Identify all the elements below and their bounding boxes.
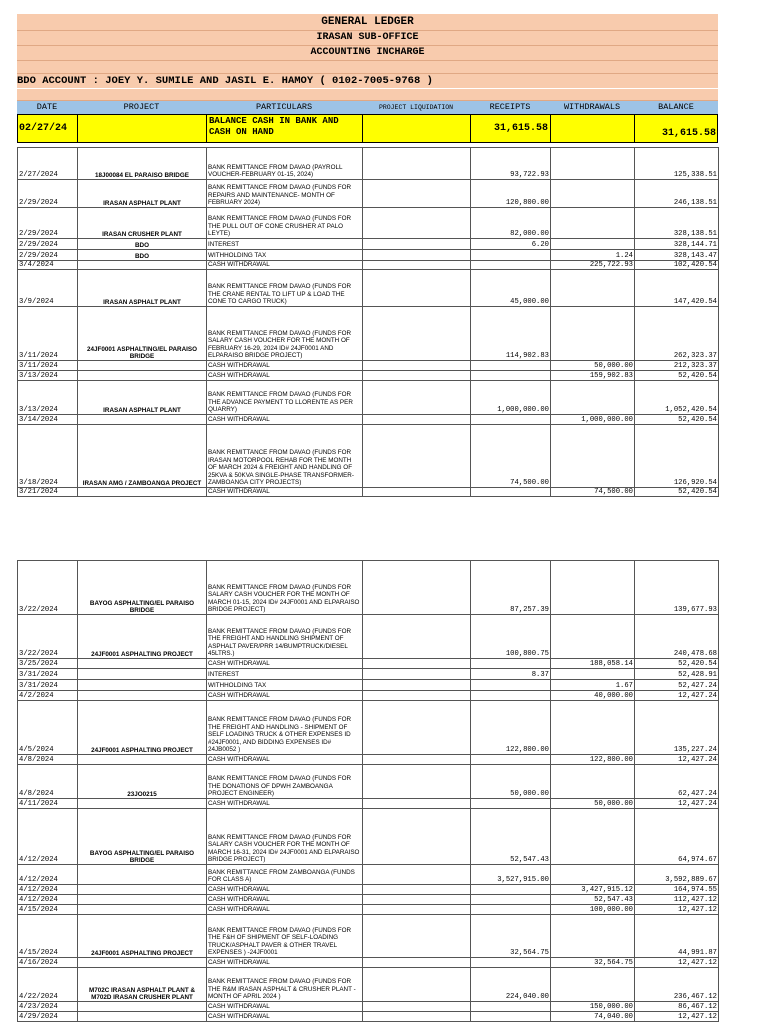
entry-particulars: WITHHOLDING TAX <box>207 680 363 691</box>
entry-receipts: 100,800.75 <box>471 615 551 659</box>
entry-particulars: BANK REMITTANCE FROM ZAMBOANGA (FUNDS FOR CLASS A) <box>207 865 363 885</box>
entry-date: 3/13/2024 <box>18 371 78 381</box>
entry-balance: 139,677.93 <box>635 561 719 615</box>
entry-balance: 62,427.24 <box>635 765 719 799</box>
entry-date: 3/31/2024 <box>18 669 78 680</box>
entry-project <box>78 865 207 885</box>
bank-account-line: BDO ACCOUNT : JOEY Y. SUMILE AND JASIL E. HAMOY ( 0102-7005-9768 ) <box>17 74 718 88</box>
ledger-row <box>18 765 719 799</box>
entry-project <box>78 1002 207 1012</box>
entry-withdrawals <box>551 915 635 958</box>
entry-project <box>78 895 207 905</box>
entry-liquidation <box>363 669 471 680</box>
entry-particulars: CASH WITHDRAWAL <box>207 1002 363 1012</box>
entry-withdrawals <box>551 865 635 885</box>
entry-particulars: CASH WITHDRAWAL <box>207 361 363 371</box>
entry-particulars: BANK REMITTANCE FROM DAVAO (FUNDS FOR IRASAN MOTORPOOL REHAB FOR THE MONTH OF MARCH 2024 & FREIGHT AND HANDLING OF 25KVA & 50KVA SINGLE-PHASE TRANSFORMER-ZAMBOANGA CITY PROJECTS) <box>207 425 363 488</box>
entry-withdrawals <box>551 968 635 1002</box>
entry-balance: 12,427.24 <box>635 691 719 701</box>
entry-liquidation <box>363 415 471 425</box>
entry-project: IRASAN ASPHALT PLANT <box>78 180 207 208</box>
entry-receipts: 224,040.00 <box>471 968 551 1002</box>
entry-withdrawals <box>551 270 635 307</box>
entry-balance: 125,338.51 <box>635 148 719 180</box>
entry-withdrawals: 1.24 <box>551 250 635 261</box>
entry-receipts <box>471 691 551 701</box>
entry-project <box>78 488 207 497</box>
entry-date: 3/13/2024 <box>18 381 78 415</box>
entry-withdrawals: 122,800.00 <box>551 755 635 765</box>
entry-project <box>78 691 207 701</box>
ledger-row <box>18 561 719 615</box>
entry-liquidation <box>363 208 471 239</box>
entry-date: 3/22/2024 <box>18 561 78 615</box>
entry-liquidation <box>363 765 471 799</box>
ledger-title: GENERAL LEDGER <box>17 14 718 31</box>
entry-liquidation <box>363 1002 471 1012</box>
entry-withdrawals <box>551 425 635 488</box>
entry-particulars: BANK REMITTANCE FROM DAVAO (FUNDS FOR THE DONATIONS OF DPWH ZAMBOANGA PROJECT ENGINEER) <box>207 765 363 799</box>
opening-balance-row <box>17 114 718 143</box>
entry-liquidation <box>363 307 471 361</box>
entry-withdrawals <box>551 148 635 180</box>
entry-balance: 12,427.24 <box>635 799 719 809</box>
entry-withdrawals: 52,547.43 <box>551 895 635 905</box>
entry-project: 24JF0001 ASPHALTING PROJECT <box>78 701 207 755</box>
entry-date: 3/4/2024 <box>18 261 78 270</box>
entry-receipts: 82,000.00 <box>471 208 551 239</box>
entry-balance: 135,227.24 <box>635 701 719 755</box>
entry-particulars: BANK REMITTANCE FROM DAVAO (FUNDS FOR THE F&H OF SHIPMENT OF SELF-LOADING TRUCK/ASPHALT PAVER & OTHER TRAVEL EXPENSES ) -24JF0001 <box>207 915 363 958</box>
entry-withdrawals <box>551 615 635 659</box>
entry-date: 3/11/2024 <box>18 307 78 361</box>
entry-liquidation <box>363 239 471 250</box>
entry-balance: 52,420.54 <box>635 488 719 497</box>
entry-receipts: 114,902.83 <box>471 307 551 361</box>
ledger-row <box>18 415 719 425</box>
entry-withdrawals <box>551 307 635 361</box>
entry-project <box>78 669 207 680</box>
entry-receipts: 3,527,915.00 <box>471 865 551 885</box>
ledger-row <box>18 905 719 915</box>
entry-date: 2/29/2024 <box>18 250 78 261</box>
entry-particulars: CASH WITHDRAWAL <box>207 659 363 669</box>
entry-liquidation <box>363 371 471 381</box>
entry-project <box>78 958 207 968</box>
opening-particulars: BALANCE CASH IN BANK AND CASH ON HAND <box>207 115 363 142</box>
entry-receipts <box>471 885 551 895</box>
entry-particulars: CASH WITHDRAWAL <box>207 371 363 381</box>
entry-particulars: BANK REMITTANCE FROM DAVAO (FUNDS FOR THE FREIGHT AND HANDLING SHIPMENT OF ASPHALT PAVER/PRR 14/BUMPTRUCK/DIESEL 45LTRS.) <box>207 615 363 659</box>
entry-date: 4/16/2024 <box>18 958 78 968</box>
entry-liquidation <box>363 968 471 1002</box>
ledger-row <box>18 1002 719 1012</box>
opening-project <box>78 115 207 142</box>
entry-balance: 52,420.54 <box>635 659 719 669</box>
entry-receipts <box>471 261 551 270</box>
entry-balance: 212,323.37 <box>635 361 719 371</box>
entry-withdrawals: 50,000.00 <box>551 361 635 371</box>
entry-withdrawals <box>551 208 635 239</box>
entry-project <box>78 261 207 270</box>
entry-liquidation <box>363 1012 471 1022</box>
entry-receipts: 1,000,000.00 <box>471 381 551 415</box>
ledger-row <box>18 799 719 809</box>
ledger-row <box>18 425 719 488</box>
col-liquidation: PROJECT LIQUIDATION <box>378 104 454 111</box>
entry-receipts <box>471 488 551 497</box>
entry-balance: 1,052,420.54 <box>635 381 719 415</box>
entry-balance: 64,974.67 <box>635 809 719 865</box>
entry-project: IRASAN ASPHALT PLANT <box>78 270 207 307</box>
ledger-row <box>18 701 719 755</box>
entry-project: IRASAN CRUSHER PLANT <box>78 208 207 239</box>
entry-liquidation <box>363 361 471 371</box>
entry-date: 4/2/2024 <box>18 691 78 701</box>
entry-date: 4/12/2024 <box>18 885 78 895</box>
entry-particulars: BANK REMITTANCE FROM DAVAO (FUNDS FOR REPAIRS AND MAINTENANCE- MONTH OF FEBRUARY 2024) <box>207 180 363 208</box>
entry-balance: 52,428.91 <box>635 669 719 680</box>
entry-liquidation <box>363 680 471 691</box>
entry-liquidation <box>363 895 471 905</box>
entry-project: BAYOG ASPHALTING/EL PARAISO BRIDGE <box>78 561 207 615</box>
entry-date: 3/9/2024 <box>18 270 78 307</box>
entry-withdrawals: 74,040.00 <box>551 1012 635 1022</box>
entry-liquidation <box>363 250 471 261</box>
entry-withdrawals <box>551 180 635 208</box>
entry-receipts <box>471 361 551 371</box>
entry-date: 3/25/2024 <box>18 659 78 669</box>
entry-withdrawals: 3,427,915.12 <box>551 885 635 895</box>
entry-date: 4/22/2024 <box>18 968 78 1002</box>
entry-withdrawals <box>551 669 635 680</box>
entry-receipts <box>471 250 551 261</box>
entry-receipts: 50,000.00 <box>471 765 551 799</box>
entry-receipts <box>471 1012 551 1022</box>
entry-date: 2/29/2024 <box>18 180 78 208</box>
entry-date: 4/5/2024 <box>18 701 78 755</box>
entry-balance: 246,138.51 <box>635 180 719 208</box>
entry-date: 4/15/2024 <box>18 905 78 915</box>
entry-balance: 328,138.51 <box>635 208 719 239</box>
incharge-label: ACCOUNTING INCHARGE <box>17 46 718 61</box>
entry-receipts: 120,800.00 <box>471 180 551 208</box>
entry-date: 2/29/2024 <box>18 239 78 250</box>
entry-receipts <box>471 905 551 915</box>
entry-liquidation <box>363 180 471 208</box>
entry-balance: 86,467.12 <box>635 1002 719 1012</box>
entry-particulars: BANK REMITTANCE FROM DAVAO (FUNDS FOR THE R&M IRASAN ASPHALT & CRUSHER PLANT - MONTH OF APRIL 2024 ) <box>207 968 363 1002</box>
entry-particulars: CASH WITHDRAWAL <box>207 799 363 809</box>
entry-liquidation <box>363 261 471 270</box>
entry-balance: 12,427.24 <box>635 755 719 765</box>
entry-withdrawals: 40,000.00 <box>551 691 635 701</box>
entry-withdrawals: 100,000.00 <box>551 905 635 915</box>
ledger-row <box>18 361 719 371</box>
entry-particulars: BANK REMITTANCE FROM DAVAO (FUNDS FOR THE PULL OUT OF CONE CRUSHER AT PALO LEYTE) <box>207 208 363 239</box>
entry-particulars: BANK REMITTANCE FROM DAVAO (FUNDS FOR SALARY CASH VOUCHER FOR THE MONTH OF FEBRUARY 16-29, 2024 ID# 24JF0001 AND ELPARAISO BRIDGE PROJECT) <box>207 307 363 361</box>
entry-date: 2/29/2024 <box>18 208 78 239</box>
col-receipts: RECEIPTS <box>489 102 531 112</box>
entry-withdrawals <box>551 809 635 865</box>
ledger-row <box>18 1012 719 1022</box>
entry-withdrawals: 50,000.00 <box>551 799 635 809</box>
entry-liquidation <box>363 905 471 915</box>
entry-liquidation <box>363 659 471 669</box>
ledger-row <box>18 208 719 239</box>
entry-particulars: CASH WITHDRAWAL <box>207 958 363 968</box>
entry-receipts <box>471 371 551 381</box>
ledger-row <box>18 180 719 208</box>
col-withdrawals: WITHDRAWALS <box>563 102 621 112</box>
header-spacer <box>17 61 718 74</box>
col-particulars: PARTICULARS <box>255 102 313 112</box>
entry-project: IRASAN ASPHALT PLANT <box>78 381 207 415</box>
ledger-row <box>18 755 719 765</box>
entry-liquidation <box>363 615 471 659</box>
entry-withdrawals <box>551 765 635 799</box>
entry-balance: 240,478.68 <box>635 615 719 659</box>
entry-withdrawals: 150,000.00 <box>551 1002 635 1012</box>
entry-project: BDO <box>78 250 207 261</box>
ledger-row <box>18 615 719 659</box>
entry-date: 4/12/2024 <box>18 865 78 885</box>
opening-liquidation <box>363 115 471 142</box>
entry-liquidation <box>363 958 471 968</box>
entry-particulars: BANK REMITTANCE FROM DAVAO (FUNDS FOR THE CRANE RENTAL TO LIFT UP & LOAD THE CONE TO CARGO TRUCK) <box>207 270 363 307</box>
entry-receipts: 8.37 <box>471 669 551 680</box>
entry-date: 3/14/2024 <box>18 415 78 425</box>
entry-withdrawals: 159,902.83 <box>551 371 635 381</box>
entry-liquidation <box>363 148 471 180</box>
entry-balance: 164,974.55 <box>635 885 719 895</box>
ledger-row <box>18 488 719 497</box>
entry-receipts: 52,547.43 <box>471 809 551 865</box>
entry-withdrawals: 1,000,000.00 <box>551 415 635 425</box>
ledger-row <box>18 239 719 250</box>
entry-project: 24JF0001 ASPHALTING PROJECT <box>78 915 207 958</box>
opening-withdrawals <box>551 115 635 142</box>
entry-withdrawals: 225,722.93 <box>551 261 635 270</box>
entry-particulars: CASH WITHDRAWAL <box>207 691 363 701</box>
entry-date: 4/23/2024 <box>18 1002 78 1012</box>
entry-balance: 328,143.47 <box>635 250 719 261</box>
entry-project: 24JF0001 ASPHALTING PROJECT <box>78 615 207 659</box>
ledger-row <box>18 958 719 968</box>
entry-withdrawals <box>551 381 635 415</box>
entry-liquidation <box>363 561 471 615</box>
ledger-row <box>18 895 719 905</box>
entry-liquidation <box>363 755 471 765</box>
entry-particulars: CASH WITHDRAWAL <box>207 415 363 425</box>
col-date: DATE <box>36 102 58 112</box>
entry-balance: 12,427.12 <box>635 905 719 915</box>
entry-receipts: 32,564.75 <box>471 915 551 958</box>
opening-balance: 31,615.58 <box>661 128 716 139</box>
entry-liquidation <box>363 885 471 895</box>
opening-receipts: 31,615.58 <box>471 115 551 142</box>
ledger-row <box>18 865 719 885</box>
entry-receipts <box>471 895 551 905</box>
entry-project <box>78 799 207 809</box>
entry-liquidation <box>363 865 471 885</box>
ledger-row <box>18 680 719 691</box>
entry-particulars: INTEREST <box>207 239 363 250</box>
entry-receipts <box>471 415 551 425</box>
entry-liquidation <box>363 915 471 958</box>
entry-balance: 112,427.12 <box>635 895 719 905</box>
entry-project <box>78 680 207 691</box>
entry-date: 3/22/2024 <box>18 615 78 659</box>
entry-project: BAYOG ASPHALTING/EL PARAISO BRIDGE <box>78 809 207 865</box>
entry-date: 4/15/2024 <box>18 915 78 958</box>
entry-balance: 52,420.54 <box>635 415 719 425</box>
ledger-row <box>18 371 719 381</box>
entry-particulars: BANK REMITTANCE FROM DAVAO (PAYROLL VOUCHER-FEBRUARY 01-15, 2024) <box>207 148 363 180</box>
entry-liquidation <box>363 809 471 865</box>
entry-balance: 236,467.12 <box>635 968 719 1002</box>
entry-balance: 147,420.54 <box>635 270 719 307</box>
ledger-row <box>18 148 719 180</box>
entry-balance: 102,420.54 <box>635 261 719 270</box>
col-project: PROJECT <box>123 102 160 112</box>
entry-date: 4/12/2024 <box>18 809 78 865</box>
entry-balance: 262,323.37 <box>635 307 719 361</box>
entry-balance: 12,427.12 <box>635 1012 719 1022</box>
entry-receipts <box>471 799 551 809</box>
entry-particulars: BANK REMITTANCE FROM DAVAO (FUNDS FOR THE FREIGHT AND HANDLING - SHIPMENT OF SELF LOADING TRUCK & OTHER EXPENSES ID #24JF0001, AND BIDDING EXPENSES ID# 24JB0052 ) <box>207 701 363 755</box>
entry-receipts <box>471 755 551 765</box>
ledger-row <box>18 270 719 307</box>
entry-project <box>78 361 207 371</box>
entry-particulars: CASH WITHDRAWAL <box>207 885 363 895</box>
entry-liquidation <box>363 701 471 755</box>
entry-date: 4/29/2024 <box>18 1012 78 1022</box>
entry-receipts: 45,000.00 <box>471 270 551 307</box>
entry-project <box>78 885 207 895</box>
entry-date: 3/21/2024 <box>18 488 78 497</box>
entry-withdrawals: 32,564.75 <box>551 958 635 968</box>
entry-withdrawals <box>551 701 635 755</box>
entry-particulars: BANK REMITTANCE FROM DAVAO (FUNDS FOR THE ADVANCE PAYMENT TO LLORENTE AS PER QUARRY) <box>207 381 363 415</box>
ledger-table-section-2 <box>17 560 719 1022</box>
entry-particulars: CASH WITHDRAWAL <box>207 1012 363 1022</box>
ledger-row <box>18 691 719 701</box>
ledger-row <box>18 659 719 669</box>
entry-date: 4/8/2024 <box>18 755 78 765</box>
entry-receipts <box>471 1002 551 1012</box>
entry-particulars: BANK REMITTANCE FROM DAVAO (FUNDS FOR SALARY CASH VOUCHER FOR THE MONTH OF MARCH 01-15, 2024 ID# 24JF0001 AND ELPARAISO BRIDGE PROJECT) <box>207 561 363 615</box>
entry-receipts <box>471 680 551 691</box>
entry-balance: 52,427.24 <box>635 680 719 691</box>
opening-date: 02/27/24 <box>18 115 78 142</box>
entry-particulars: INTEREST <box>207 669 363 680</box>
entry-liquidation <box>363 799 471 809</box>
entry-balance: 328,144.71 <box>635 239 719 250</box>
entry-particulars: CASH WITHDRAWAL <box>207 905 363 915</box>
entry-receipts <box>471 958 551 968</box>
entry-project: M702C IRASAN ASPHALT PLANT & M702D IRASAN CRUSHER PLANT <box>78 968 207 1002</box>
entry-liquidation <box>363 425 471 488</box>
entry-project <box>78 371 207 381</box>
entry-project: 23JO0215 <box>78 765 207 799</box>
ledger-row <box>18 669 719 680</box>
office-name: IRASAN SUB-OFFICE <box>17 31 718 46</box>
col-balance: BALANCE <box>658 102 694 112</box>
entry-project: BDO <box>78 239 207 250</box>
entry-particulars: BANK REMITTANCE FROM DAVAO (FUNDS FOR SALARY CASH VOUCHER FOR THE MONTH OF MARCH 16-31, 2024 ID# 24JF0001 AND ELPARAISO BRIDGE PROJECT) <box>207 809 363 865</box>
ledger-row <box>18 809 719 865</box>
entry-project: IRASAN AMG / ZAMBOANGA PROJECT <box>78 425 207 488</box>
entry-date: 4/11/2024 <box>18 799 78 809</box>
entry-date: 3/18/2024 <box>18 425 78 488</box>
entry-date: 2/27/2024 <box>18 148 78 180</box>
entry-particulars: WITHHOLDING TAX <box>207 250 363 261</box>
ledger-row <box>18 381 719 415</box>
entry-particulars: CASH WITHDRAWAL <box>207 261 363 270</box>
entry-project: 18J00084 EL PARAISO BRIDGE <box>78 148 207 180</box>
ledger-row <box>18 885 719 895</box>
entry-project <box>78 415 207 425</box>
entry-withdrawals: 188,058.14 <box>551 659 635 669</box>
entry-balance: 52,420.54 <box>635 371 719 381</box>
header-spacer <box>17 89 718 101</box>
entry-withdrawals <box>551 561 635 615</box>
ledger-row <box>18 261 719 270</box>
entry-withdrawals <box>551 239 635 250</box>
entry-particulars: CASH WITHDRAWAL <box>207 488 363 497</box>
entry-date: 4/12/2024 <box>18 895 78 905</box>
entry-balance: 126,920.54 <box>635 425 719 488</box>
entry-liquidation <box>363 381 471 415</box>
entry-receipts <box>471 659 551 669</box>
entry-liquidation <box>363 691 471 701</box>
entry-project <box>78 905 207 915</box>
entry-receipts: 93,722.93 <box>471 148 551 180</box>
entry-balance: 44,991.87 <box>635 915 719 958</box>
entry-receipts: 87,257.39 <box>471 561 551 615</box>
ledger-row <box>18 250 719 261</box>
entry-project: 24JF0001 ASPHALTING/EL PARAISO BRIDGE <box>78 307 207 361</box>
entry-withdrawals: 1.67 <box>551 680 635 691</box>
entry-date: 3/11/2024 <box>18 361 78 371</box>
entry-balance: 12,427.12 <box>635 958 719 968</box>
entry-project <box>78 659 207 669</box>
entry-receipts: 122,800.00 <box>471 701 551 755</box>
entry-liquidation <box>363 270 471 307</box>
entry-liquidation <box>363 488 471 497</box>
entry-project <box>78 1012 207 1022</box>
entry-project <box>78 755 207 765</box>
column-header-row <box>17 101 718 114</box>
entry-particulars: CASH WITHDRAWAL <box>207 755 363 765</box>
entry-receipts: 74,500.00 <box>471 425 551 488</box>
ledger-row <box>18 307 719 361</box>
entry-receipts: 6.20 <box>471 239 551 250</box>
entry-withdrawals: 74,500.00 <box>551 488 635 497</box>
entry-date: 3/31/2024 <box>18 680 78 691</box>
ledger-table-section-1 <box>17 147 719 497</box>
ledger-row <box>18 968 719 1002</box>
ledger-row <box>18 915 719 958</box>
entry-particulars: CASH WITHDRAWAL <box>207 895 363 905</box>
entry-date: 4/8/2024 <box>18 765 78 799</box>
entry-balance: 3,592,889.67 <box>635 865 719 885</box>
